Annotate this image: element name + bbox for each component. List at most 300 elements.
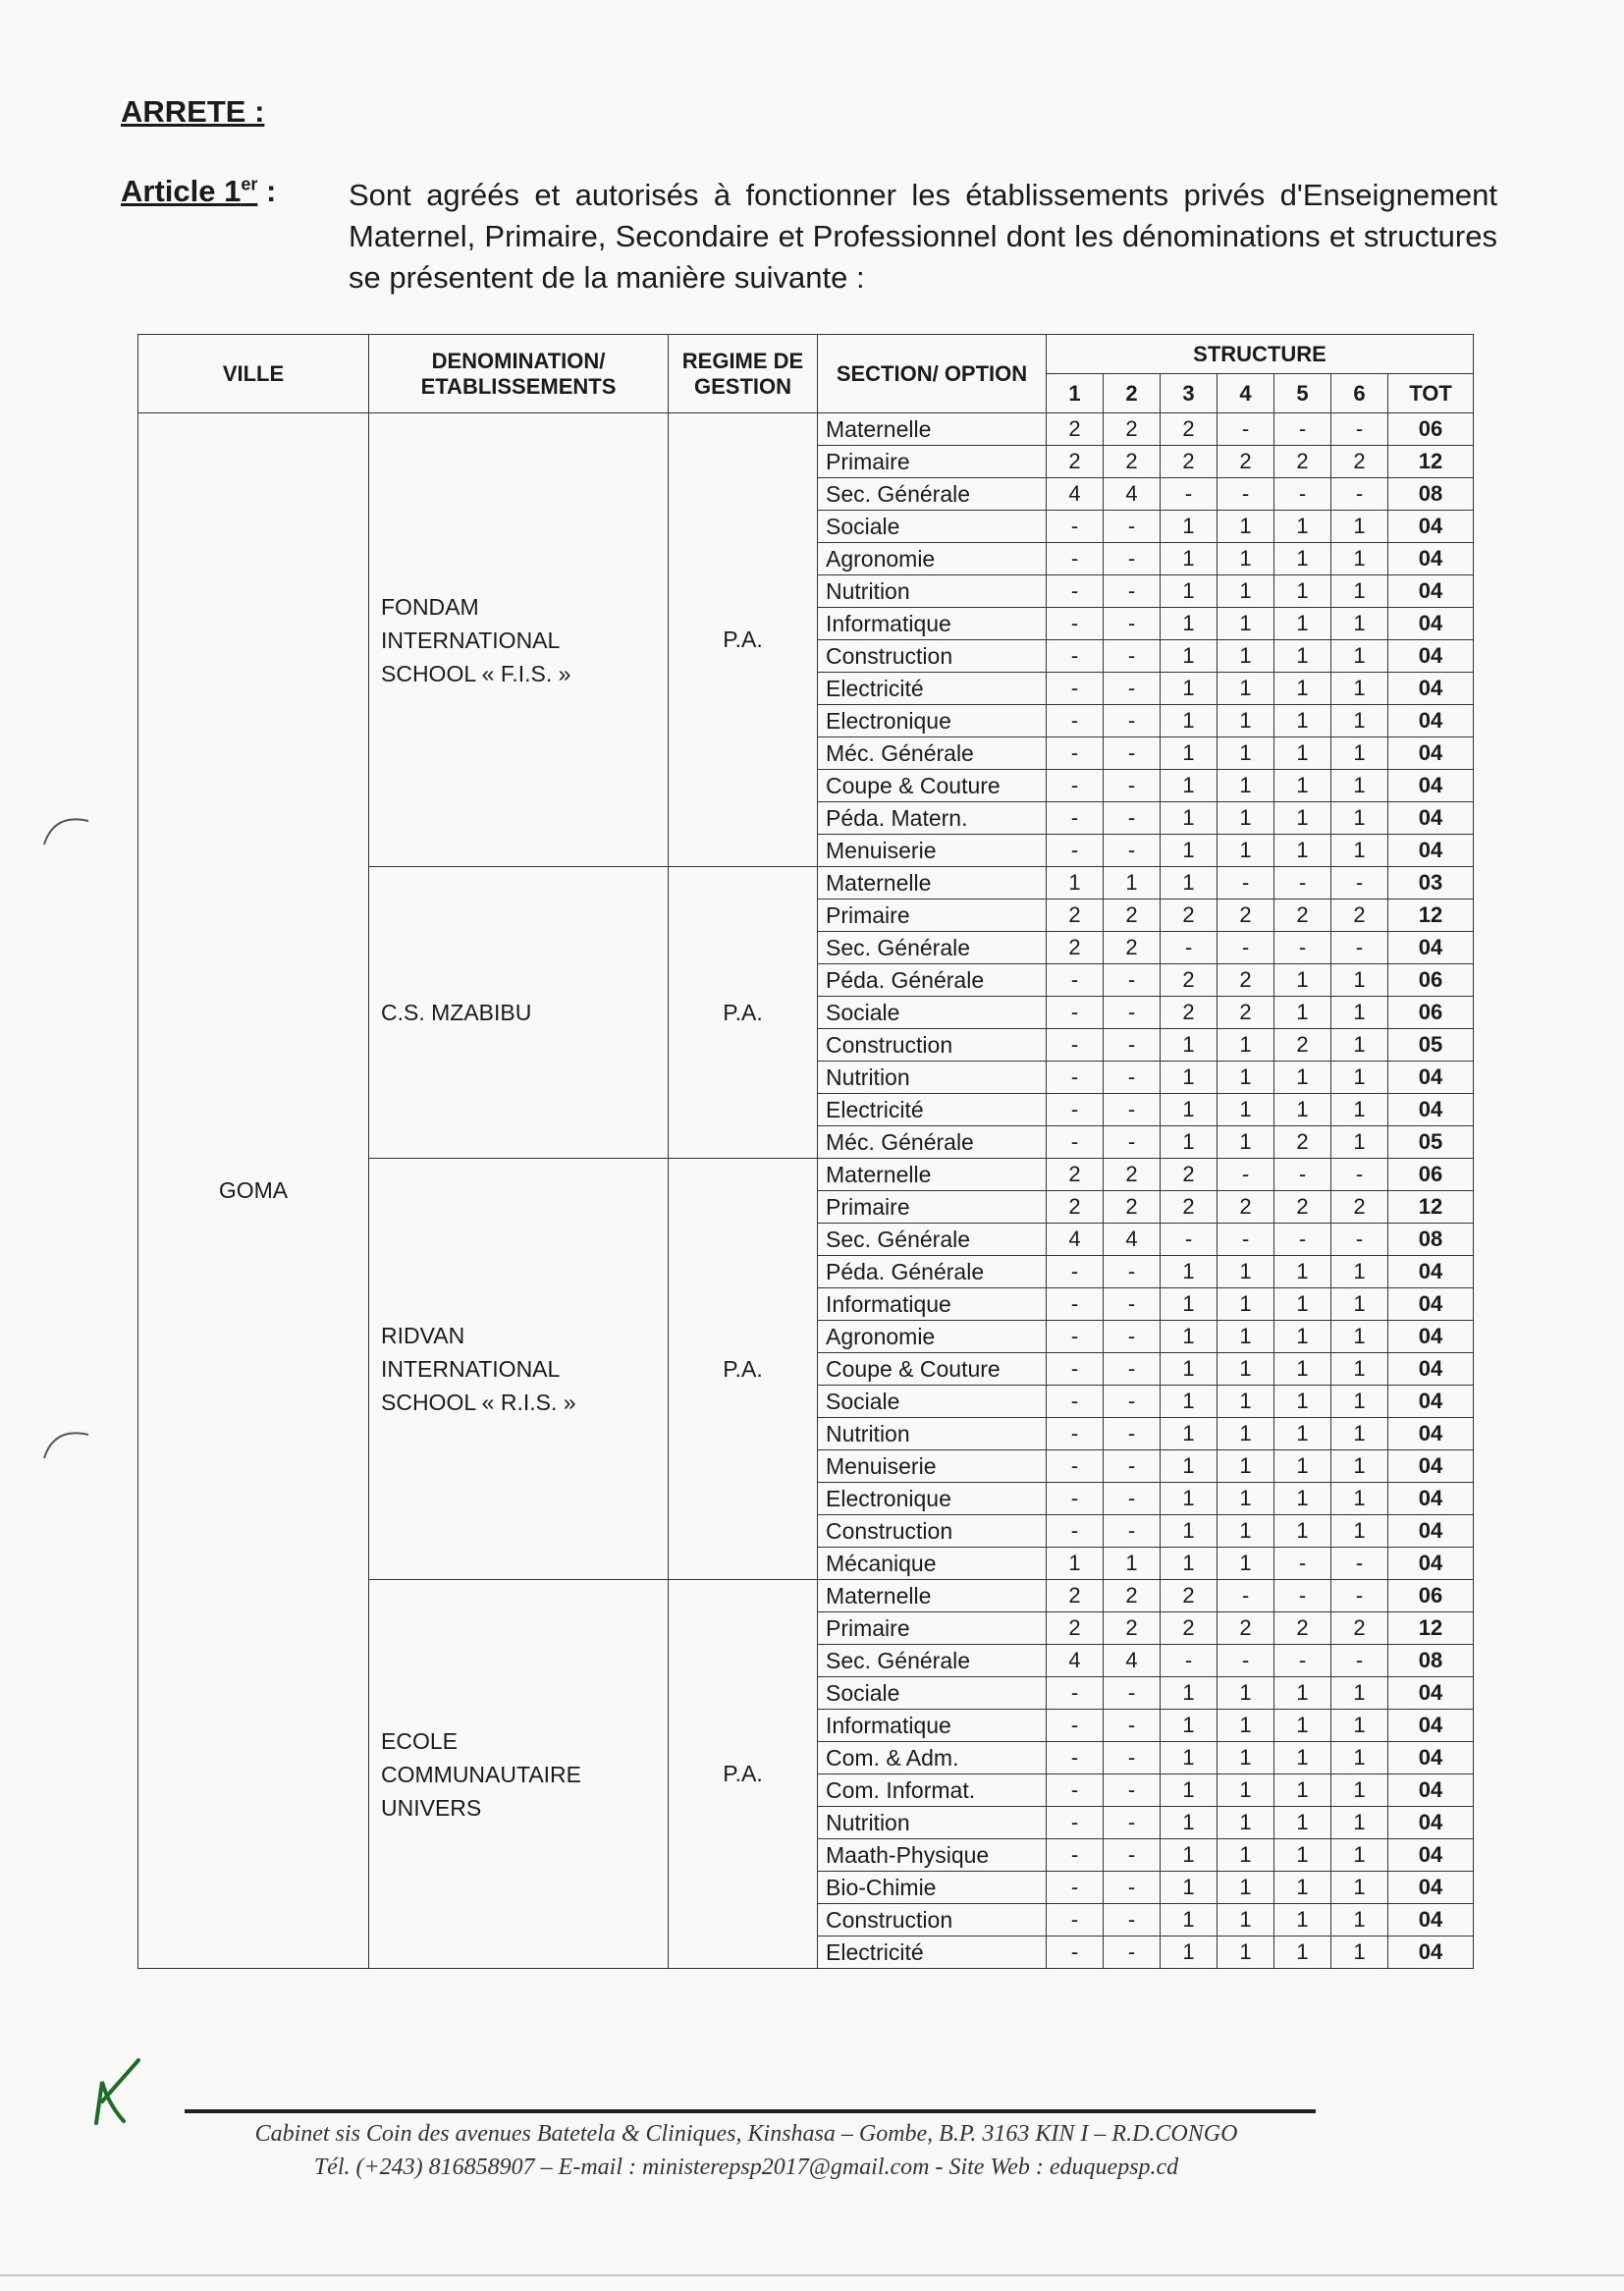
section-cell: Construction (818, 640, 1047, 673)
total-cell: 04 (1388, 1936, 1474, 1969)
structure-value-cell: - (1104, 1936, 1161, 1969)
structure-value-cell: 1 (1104, 1548, 1161, 1580)
structure-value-cell: - (1218, 932, 1274, 964)
structure-value-cell: 2 (1161, 1191, 1218, 1224)
structure-value-cell: - (1047, 575, 1104, 608)
structure-value-cell: 1 (1331, 737, 1388, 770)
section-cell: Primaire (818, 900, 1047, 932)
header-col-2: 2 (1104, 374, 1161, 413)
structure-value-cell: 1 (1331, 608, 1388, 640)
section-cell: Primaire (818, 1191, 1047, 1224)
total-cell: 04 (1388, 1094, 1474, 1126)
structure-value-cell: 1 (1331, 1288, 1388, 1321)
structure-value-cell: 1 (1274, 1256, 1331, 1288)
regime-cell: P.A. (669, 1580, 818, 1969)
structure-value-cell: 1 (1218, 835, 1274, 867)
structure-value-cell: - (1047, 1515, 1104, 1548)
section-cell: Sec. Générale (818, 1224, 1047, 1256)
structure-value-cell: 1 (1274, 1094, 1331, 1126)
total-cell: 04 (1388, 932, 1474, 964)
structure-value-cell: - (1104, 1288, 1161, 1321)
structure-value-cell: 1 (1331, 673, 1388, 705)
structure-value-cell: 2 (1047, 932, 1104, 964)
structure-value-cell: 2 (1161, 1159, 1218, 1191)
section-cell: Maternelle (818, 1580, 1047, 1612)
structure-value-cell: 1 (1218, 770, 1274, 802)
section-cell: Com. & Adm. (818, 1742, 1047, 1774)
structure-value-cell: - (1104, 640, 1161, 673)
structure-value-cell: 4 (1104, 1645, 1161, 1677)
structure-value-cell: 2 (1104, 1159, 1161, 1191)
section-cell: Maath-Physique (818, 1839, 1047, 1872)
structure-value-cell: 1 (1274, 964, 1331, 997)
structure-value-cell: 1 (1274, 1936, 1331, 1969)
total-cell: 12 (1388, 1191, 1474, 1224)
structure-value-cell: 1 (1331, 1936, 1388, 1969)
structure-value-cell: - (1047, 1321, 1104, 1353)
structure-value-cell: 1 (1161, 1677, 1218, 1710)
structure-value-cell: 1 (1218, 1936, 1274, 1969)
structure-value-cell: 1 (1218, 1450, 1274, 1483)
structure-value-cell: 1 (1161, 1548, 1218, 1580)
section-cell: Electricité (818, 1936, 1047, 1969)
structure-value-cell: - (1331, 478, 1388, 511)
structure-value-cell: 1 (1331, 802, 1388, 835)
structure-value-cell: 1 (1218, 1774, 1274, 1807)
structure-value-cell: - (1047, 1872, 1104, 1904)
structure-value-cell: 1 (1274, 1386, 1331, 1418)
structure-value-cell: 1 (1331, 1807, 1388, 1839)
structure-value-cell: - (1331, 413, 1388, 446)
total-cell: 04 (1388, 705, 1474, 737)
structure-value-cell: 1 (1161, 640, 1218, 673)
structure-value-cell: - (1331, 1645, 1388, 1677)
structure-value-cell: 1 (1161, 511, 1218, 543)
total-cell: 04 (1388, 1386, 1474, 1418)
article-label-sup: er (241, 174, 258, 194)
structure-value-cell: 1 (1161, 1256, 1218, 1288)
section-cell: Menuiserie (818, 1450, 1047, 1483)
section-cell: Informatique (818, 608, 1047, 640)
structure-value-cell: 1 (1274, 1353, 1331, 1386)
structure-value-cell: 4 (1104, 1224, 1161, 1256)
structure-value-cell: - (1047, 737, 1104, 770)
structure-value-cell: - (1104, 737, 1161, 770)
structure-value-cell: - (1104, 1386, 1161, 1418)
total-cell: 06 (1388, 1159, 1474, 1191)
structure-value-cell: 1 (1274, 543, 1331, 575)
structure-value-cell: 1 (1218, 1483, 1274, 1515)
total-cell: 04 (1388, 1062, 1474, 1094)
structure-value-cell: - (1047, 1094, 1104, 1126)
structure-value-cell: - (1104, 543, 1161, 575)
structure-value-cell: 1 (1161, 1774, 1218, 1807)
structure-value-cell: - (1104, 1742, 1161, 1774)
structure-value-cell: 1 (1161, 1450, 1218, 1483)
structure-value-cell: - (1047, 1710, 1104, 1742)
structure-value-cell: 4 (1104, 478, 1161, 511)
total-cell: 12 (1388, 900, 1474, 932)
structure-value-cell: - (1331, 1224, 1388, 1256)
structure-value-cell: 4 (1047, 478, 1104, 511)
structure-value-cell: - (1104, 1321, 1161, 1353)
structure-value-cell: - (1331, 1159, 1388, 1191)
structure-value-cell: - (1104, 511, 1161, 543)
structure-value-cell: 2 (1104, 1612, 1161, 1645)
punch-hole-mark (39, 807, 98, 846)
structure-value-cell: 2 (1161, 446, 1218, 478)
structure-value-cell: - (1104, 575, 1161, 608)
structure-value-cell: 1 (1331, 770, 1388, 802)
school-name-cell: RIDVAN INTERNATIONAL SCHOOL « R.I.S. » (369, 1159, 669, 1580)
structure-value-cell: 1 (1331, 1483, 1388, 1515)
total-cell: 06 (1388, 964, 1474, 997)
structure-value-cell: 1 (1218, 1548, 1274, 1580)
section-cell: Agronomie (818, 543, 1047, 575)
total-cell: 04 (1388, 802, 1474, 835)
structure-value-cell: 1 (1331, 1839, 1388, 1872)
footer-contact: Tél. (+243) 816858907 – E-mail : ministerepsp2017@gmail.com - Site Web : eduquepsp.cd (313, 2155, 1179, 2180)
structure-value-cell: - (1331, 867, 1388, 900)
total-cell: 04 (1388, 770, 1474, 802)
header-ville: VILLE (138, 335, 369, 413)
structure-value-cell: - (1104, 1062, 1161, 1094)
table-container (137, 334, 1473, 1969)
structure-value-cell: - (1104, 1353, 1161, 1386)
structure-value-cell: 1 (1331, 1418, 1388, 1450)
structure-value-cell: 1 (1331, 1029, 1388, 1062)
total-cell: 04 (1388, 1256, 1474, 1288)
structure-value-cell: 1 (1161, 1321, 1218, 1353)
structure-value-cell: 1 (1274, 1321, 1331, 1353)
structure-value-cell: - (1161, 1645, 1218, 1677)
structure-value-cell: 1 (1274, 608, 1331, 640)
structure-value-cell: 1 (1331, 1256, 1388, 1288)
structure-value-cell: 1 (1274, 1483, 1331, 1515)
structure-value-cell: 1 (1218, 1839, 1274, 1872)
structure-value-cell: 1 (1331, 1774, 1388, 1807)
structure-value-cell: 1 (1331, 705, 1388, 737)
structure-value-cell: - (1218, 1159, 1274, 1191)
section-cell: Sociale (818, 511, 1047, 543)
structure-value-cell: 1 (1161, 1515, 1218, 1548)
structure-value-cell: - (1274, 867, 1331, 900)
total-cell: 04 (1388, 1839, 1474, 1872)
section-cell: Maternelle (818, 413, 1047, 446)
structure-value-cell: - (1274, 1580, 1331, 1612)
structure-value-cell: - (1047, 1418, 1104, 1450)
structure-value-cell: - (1104, 770, 1161, 802)
structure-value-cell: 1 (1331, 1677, 1388, 1710)
structure-value-cell: 2 (1218, 1612, 1274, 1645)
structure-value-cell: 2 (1331, 1191, 1388, 1224)
structure-value-cell: - (1218, 1645, 1274, 1677)
total-cell: 12 (1388, 1612, 1474, 1645)
structure-value-cell: 1 (1218, 608, 1274, 640)
structure-value-cell: 1 (1161, 543, 1218, 575)
structure-value-cell: 1 (1274, 1677, 1331, 1710)
structure-value-cell: - (1047, 1904, 1104, 1936)
structure-value-cell: - (1331, 1548, 1388, 1580)
structure-value-cell: - (1047, 1353, 1104, 1386)
structure-value-cell: - (1047, 1774, 1104, 1807)
section-cell: Péda. Matern. (818, 802, 1047, 835)
structure-value-cell: 1 (1331, 1386, 1388, 1418)
structure-value-cell: 2 (1274, 900, 1331, 932)
section-cell: Nutrition (818, 1418, 1047, 1450)
structure-value-cell: - (1047, 705, 1104, 737)
structure-table (137, 334, 1474, 1969)
structure-value-cell: 2 (1331, 446, 1388, 478)
structure-value-cell: - (1047, 640, 1104, 673)
structure-value-cell: - (1047, 835, 1104, 867)
structure-value-cell: 4 (1047, 1224, 1104, 1256)
total-cell: 04 (1388, 543, 1474, 575)
section-cell: Agronomie (818, 1321, 1047, 1353)
structure-value-cell: - (1274, 413, 1331, 446)
footer-address: Cabinet sis Coin des avenues Batetela & Cliniques, Kinshasa – Gombe, B.P. 3163 KIN I – R.D.CONGO (254, 2121, 1238, 2147)
structure-value-cell: - (1047, 770, 1104, 802)
punch-hole-mark (39, 1421, 98, 1460)
structure-value-cell: 1 (1218, 1710, 1274, 1742)
structure-value-cell: - (1218, 1580, 1274, 1612)
structure-value-cell: 1 (1161, 1094, 1218, 1126)
structure-value-cell: 1 (1331, 1094, 1388, 1126)
section-cell: Electronique (818, 1483, 1047, 1515)
structure-value-cell: 2 (1218, 997, 1274, 1029)
total-cell: 04 (1388, 737, 1474, 770)
structure-value-cell: 2 (1331, 900, 1388, 932)
section-cell: Primaire (818, 1612, 1047, 1645)
total-cell: 04 (1388, 608, 1474, 640)
structure-value-cell: - (1104, 1710, 1161, 1742)
ville-cell: GOMA (138, 413, 369, 1969)
structure-value-cell: 1 (1218, 575, 1274, 608)
structure-value-cell: 2 (1161, 900, 1218, 932)
structure-value-cell: - (1218, 1224, 1274, 1256)
structure-value-cell: 1 (1218, 511, 1274, 543)
total-cell: 04 (1388, 1742, 1474, 1774)
structure-value-cell: - (1047, 1807, 1104, 1839)
structure-value-cell: 1 (1331, 1872, 1388, 1904)
structure-value-cell: 1 (1218, 1062, 1274, 1094)
structure-value-cell: 1 (1161, 1839, 1218, 1872)
structure-value-cell: 1 (1161, 867, 1218, 900)
structure-value-cell: - (1047, 543, 1104, 575)
structure-value-cell: 2 (1047, 900, 1104, 932)
total-cell: 06 (1388, 413, 1474, 446)
structure-value-cell: - (1104, 1774, 1161, 1807)
structure-value-cell: - (1104, 1483, 1161, 1515)
structure-value-cell: 1 (1274, 511, 1331, 543)
structure-value-cell: 1 (1274, 1872, 1331, 1904)
section-cell: Electricité (818, 1094, 1047, 1126)
structure-value-cell: - (1274, 1159, 1331, 1191)
total-cell: 04 (1388, 1710, 1474, 1742)
structure-value-cell: 1 (1161, 1353, 1218, 1386)
total-cell: 06 (1388, 997, 1474, 1029)
structure-value-cell: 1 (1218, 802, 1274, 835)
structure-value-cell: 1 (1218, 1094, 1274, 1126)
structure-value-cell: - (1047, 1386, 1104, 1418)
structure-value-cell: 1 (1218, 1677, 1274, 1710)
section-cell: Construction (818, 1904, 1047, 1936)
structure-value-cell: 1 (1274, 997, 1331, 1029)
structure-value-cell: - (1047, 1062, 1104, 1094)
structure-value-cell: 2 (1104, 932, 1161, 964)
structure-value-cell: 1 (1218, 673, 1274, 705)
structure-value-cell: - (1104, 705, 1161, 737)
structure-value-cell: 1 (1331, 1126, 1388, 1159)
section-cell: Sec. Générale (818, 1645, 1047, 1677)
header-denomination: DENOMINATION/ ETABLISSEMENTS (369, 335, 669, 413)
structure-value-cell: 1 (1331, 1710, 1388, 1742)
structure-value-cell: 1 (1274, 1288, 1331, 1321)
total-cell: 04 (1388, 1483, 1474, 1515)
structure-value-cell: 2 (1104, 413, 1161, 446)
article-text: Sont agréés et autorisés à fonctionner les établissements privés d'Enseignement Maternel, Primaire, Secondaire et Professionnel dont les dénominations et structures se présentent de la manière suivante : (349, 178, 1497, 295)
structure-value-cell: - (1274, 1548, 1331, 1580)
structure-value-cell: - (1047, 1483, 1104, 1515)
section-cell: Com. Informat. (818, 1774, 1047, 1807)
section-cell: Mécanique (818, 1548, 1047, 1580)
structure-value-cell: 1 (1161, 802, 1218, 835)
regime-cell: P.A. (669, 1159, 818, 1580)
structure-value-cell: 1 (1274, 1807, 1331, 1839)
structure-value-cell: 1 (1218, 1321, 1274, 1353)
structure-value-cell: 1 (1274, 1904, 1331, 1936)
section-cell: Menuiserie (818, 835, 1047, 867)
structure-value-cell: 2 (1104, 446, 1161, 478)
section-cell: Primaire (818, 446, 1047, 478)
structure-value-cell: - (1274, 478, 1331, 511)
structure-value-cell: 1 (1047, 1548, 1104, 1580)
structure-value-cell: - (1104, 964, 1161, 997)
section-cell: Méc. Générale (818, 737, 1047, 770)
structure-value-cell: - (1104, 1029, 1161, 1062)
structure-value-cell: 1 (1218, 1386, 1274, 1418)
table-body (138, 413, 1474, 1969)
structure-value-cell: 2 (1047, 1612, 1104, 1645)
total-cell: 04 (1388, 1418, 1474, 1450)
structure-value-cell: 1 (1161, 673, 1218, 705)
structure-value-cell: 2 (1274, 446, 1331, 478)
structure-value-cell: 1 (1218, 737, 1274, 770)
total-cell: 04 (1388, 1515, 1474, 1548)
structure-value-cell: 2 (1161, 964, 1218, 997)
section-cell: Coupe & Couture (818, 1353, 1047, 1386)
structure-value-cell: 2 (1274, 1191, 1331, 1224)
structure-value-cell: - (1047, 1126, 1104, 1159)
section-cell: Construction (818, 1515, 1047, 1548)
structure-value-cell: 1 (1218, 543, 1274, 575)
structure-value-cell: - (1104, 1807, 1161, 1839)
section-cell: Electronique (818, 705, 1047, 737)
section-cell: Sociale (818, 997, 1047, 1029)
section-cell: Nutrition (818, 1807, 1047, 1839)
section-cell: Péda. Générale (818, 1256, 1047, 1288)
structure-value-cell: - (1104, 835, 1161, 867)
structure-value-cell: 1 (1331, 964, 1388, 997)
structure-value-cell: - (1047, 964, 1104, 997)
structure-value-cell: 2 (1161, 1612, 1218, 1645)
structure-value-cell: - (1274, 1224, 1331, 1256)
structure-value-cell: 1 (1218, 640, 1274, 673)
structure-value-cell: 1 (1274, 1062, 1331, 1094)
total-cell: 04 (1388, 1904, 1474, 1936)
structure-value-cell: 1 (1161, 1742, 1218, 1774)
structure-value-cell: 1 (1274, 705, 1331, 737)
structure-value-cell: - (1047, 802, 1104, 835)
structure-value-cell: - (1161, 932, 1218, 964)
structure-value-cell: 2 (1331, 1612, 1388, 1645)
structure-value-cell: 1 (1161, 1936, 1218, 1969)
structure-value-cell: - (1047, 673, 1104, 705)
structure-value-cell: - (1104, 1904, 1161, 1936)
structure-value-cell: 2 (1274, 1126, 1331, 1159)
structure-value-cell: - (1104, 1126, 1161, 1159)
structure-value-cell: - (1104, 1094, 1161, 1126)
structure-value-cell: 1 (1218, 1353, 1274, 1386)
structure-value-cell: 1 (1331, 1742, 1388, 1774)
structure-value-cell: 1 (1274, 673, 1331, 705)
header-regime: REGIME DE GESTION (669, 335, 818, 413)
section-cell: Sociale (818, 1677, 1047, 1710)
structure-value-cell: - (1104, 1418, 1161, 1450)
regime-cell: P.A. (669, 867, 818, 1159)
structure-value-cell: 1 (1274, 1839, 1331, 1872)
structure-value-cell: 1 (1218, 1029, 1274, 1062)
structure-value-cell: - (1104, 673, 1161, 705)
structure-value-cell: 1 (1161, 1126, 1218, 1159)
structure-value-cell: - (1104, 608, 1161, 640)
structure-value-cell: - (1161, 478, 1218, 511)
signature-mark (84, 2052, 153, 2131)
header-section: SECTION/ OPTION (818, 335, 1047, 413)
structure-value-cell: 1 (1331, 543, 1388, 575)
structure-value-cell: - (1274, 932, 1331, 964)
structure-value-cell: - (1274, 1645, 1331, 1677)
structure-value-cell: 1 (1331, 575, 1388, 608)
section-cell: Sociale (818, 1386, 1047, 1418)
total-cell: 04 (1388, 1450, 1474, 1483)
structure-value-cell: 1 (1331, 1353, 1388, 1386)
structure-value-cell: 1 (1218, 1904, 1274, 1936)
article-label (121, 174, 276, 209)
structure-value-cell: 1 (1331, 1450, 1388, 1483)
structure-value-cell: 1 (1218, 1418, 1274, 1450)
structure-value-cell: - (1047, 1256, 1104, 1288)
structure-value-cell: - (1047, 1677, 1104, 1710)
total-cell: 04 (1388, 1774, 1474, 1807)
section-cell: Informatique (818, 1710, 1047, 1742)
structure-value-cell: 2 (1104, 900, 1161, 932)
structure-value-cell: 1 (1274, 835, 1331, 867)
structure-value-cell: - (1047, 1288, 1104, 1321)
structure-value-cell: - (1331, 932, 1388, 964)
structure-value-cell: 2 (1047, 446, 1104, 478)
structure-value-cell: 1 (1331, 997, 1388, 1029)
structure-value-cell: 1 (1161, 1288, 1218, 1321)
structure-value-cell: 1 (1218, 1126, 1274, 1159)
structure-value-cell: - (1104, 1677, 1161, 1710)
structure-value-cell: 1 (1218, 1742, 1274, 1774)
section-cell: Nutrition (818, 1062, 1047, 1094)
total-cell: 04 (1388, 511, 1474, 543)
structure-value-cell: 2 (1161, 997, 1218, 1029)
structure-value-cell: 2 (1161, 1580, 1218, 1612)
structure-value-cell: 1 (1218, 1807, 1274, 1839)
